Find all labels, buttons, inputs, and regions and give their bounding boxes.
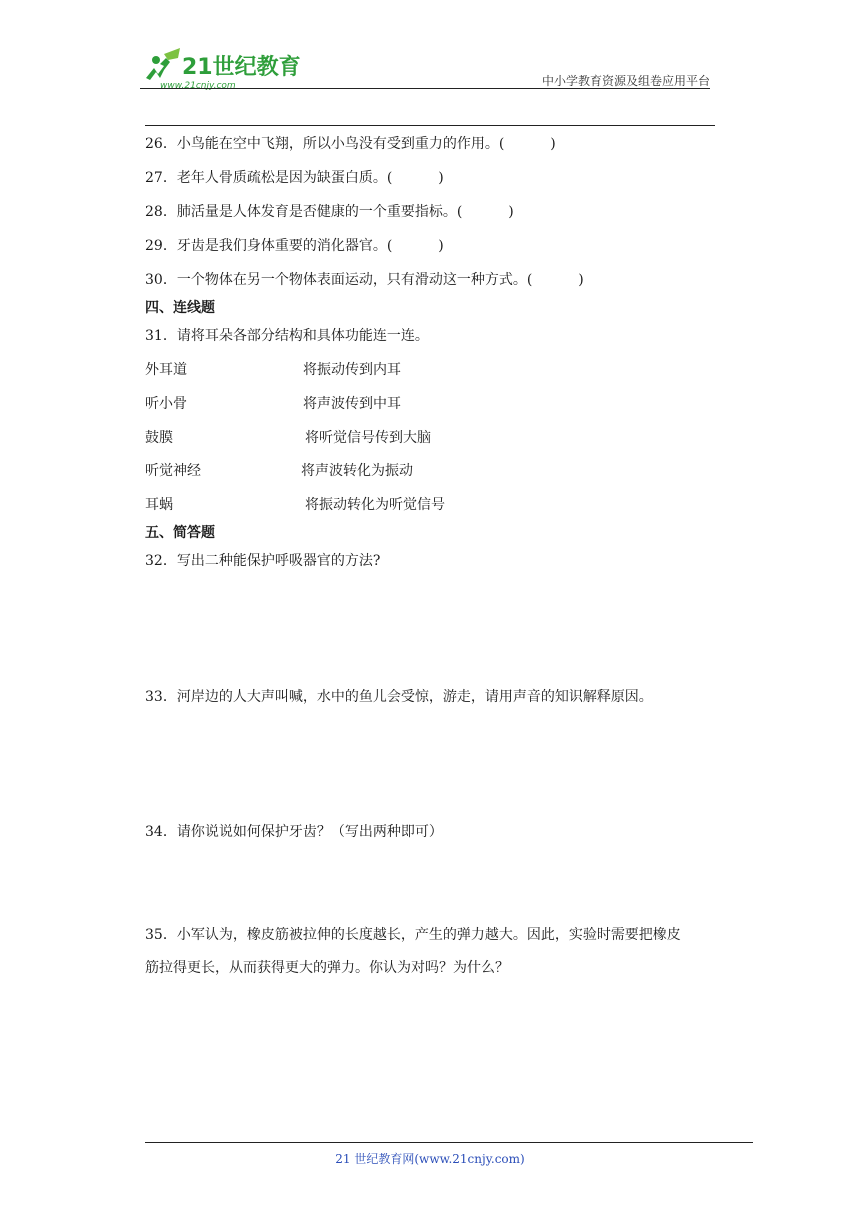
logo-text: 21世纪教育 bbox=[182, 55, 301, 80]
question-29: 29．牙齿是我们身体重要的消化器官。( ) bbox=[145, 238, 444, 254]
footer-divider bbox=[145, 1142, 753, 1143]
match-right-5: 将振动转化为听觉信号 bbox=[305, 497, 445, 513]
question-31: 31．请将耳朵各部分结构和具体功能连一连。 bbox=[145, 328, 429, 344]
question-35-line-2: 筋拉得更长，从而获得更大的弹力。你认为对吗？为什么？ bbox=[145, 960, 509, 976]
question-34: 34．请你说说如何保护牙齿？（写出两种即可） bbox=[145, 824, 443, 840]
match-left-4: 听觉神经 bbox=[145, 463, 201, 479]
match-right-4: 将声波转化为振动 bbox=[301, 463, 413, 479]
match-left-3: 鼓膜 bbox=[145, 430, 173, 446]
question-33: 33．河岸边的人大声叫喊，水中的鱼儿会受惊，游走，请用声音的知识解释原因。 bbox=[145, 689, 653, 705]
content-top-divider bbox=[145, 125, 715, 126]
header-platform-text: 中小学教育资源及组卷应用平台 bbox=[541, 74, 710, 88]
match-right-2: 将声波传到中耳 bbox=[303, 396, 401, 412]
header-divider bbox=[140, 88, 710, 89]
match-left-2: 听小骨 bbox=[145, 396, 187, 412]
question-32: 32．写出二种能保护呼吸器官的方法? bbox=[145, 553, 381, 569]
match-right-3: 将听觉信号传到大脑 bbox=[305, 430, 431, 446]
question-30: 30．一个物体在另一个物体表面运动，只有滑动这一种方式。( ) bbox=[145, 272, 584, 288]
question-28: 28．肺活量是人体发育是否健康的一个重要指标。( ) bbox=[145, 204, 514, 220]
question-27: 27．老年人骨质疏松是因为缺蛋白质。( ) bbox=[145, 170, 444, 186]
section-4-title: 四、连线题 bbox=[145, 300, 215, 316]
site-logo bbox=[140, 44, 315, 92]
match-left-5: 耳蜗 bbox=[145, 497, 173, 513]
runner-icon bbox=[146, 48, 180, 80]
match-left-1: 外耳道 bbox=[145, 362, 187, 378]
match-right-1: 将振动传到内耳 bbox=[303, 362, 401, 378]
question-35-line-1: 35．小军认为，橡皮筋被拉伸的长度越长，产生的弹力越大。因此，实验时需要把橡皮 bbox=[145, 927, 681, 943]
question-26: 26．小鸟能在空中飞翔，所以小鸟没有受到重力的作用。( ) bbox=[145, 136, 556, 152]
section-5-title: 五、简答题 bbox=[145, 525, 215, 541]
logo-url: www.21cnjy.com bbox=[160, 81, 236, 91]
footer-text: 21 世纪教育网(www.21cnjy.com) bbox=[335, 1152, 525, 1166]
